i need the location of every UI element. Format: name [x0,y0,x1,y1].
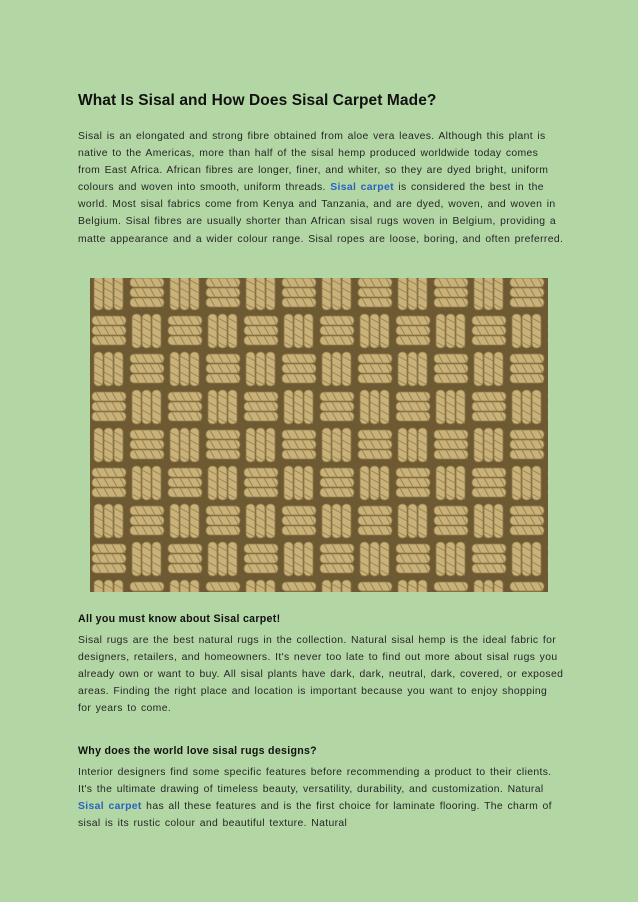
sisal-weave-image [90,278,548,592]
section2-text-before-link: Interior designers find some specific features before recommending a product to their clients. It's the ultimate drawing of timeless beauty, versatility, durability, and customization. Natural [78,767,552,796]
section-heading-all-you-must-know: All you must know about Sisal carpet! [78,613,281,625]
section-heading-why-love-sisal: Why does the world love sisal rugs designs? [78,745,317,757]
sisal-carpet-link[interactable]: Sisal carpet [330,182,394,194]
sisal-carpet-link-2[interactable]: Sisal carpet [78,801,142,813]
sisal-weave-photo [90,278,548,592]
section-paragraph-why-love-sisal [78,764,564,832]
article-title: What Is Sisal and How Does Sisal Carpet Made? [78,92,437,109]
intro-paragraph [78,128,564,248]
intro-text-after-link: is considered the best in the world. Most sisal fabrics come from Kenya and Tanzania, and are dyed, woven, and woven in Belgium. Sisal fibres are usually shorter than African sisal rugs woven in Belgium, providing a matte appearance and a wider colour range. Sisal ropes are loose, boring, and often preferred. [78,182,564,245]
section-paragraph-all-you-must-know: Sisal rugs are the best natural rugs in the collection. Natural sisal hemp is the ideal fabric for designers, retailers, and homeowners. It's never too late to find out more about sisal rugs you already own or want to buy. All sisal plants have dark, dark, neutral, dark, covered, or exposed areas. Finding the right place and location is important because you want to enjoy shopping for years to come. [78,635,564,715]
section2-text-after-link: has all these features and is the first choice for laminate flooring. The charm of sisal is its rustic colour and beautiful texture. Natural [78,801,552,830]
intro-text-before-link: Sisal is an elongated and strong fibre obtained from aloe vera leaves. Although this plant is native to the Americas, more than half of the sisal hemp produced worldwide today comes from East Africa. African fibres are longer, finer, and whiter, so they are dyed bright, uniform colours and woven into smooth, uniform threads. [78,131,549,194]
